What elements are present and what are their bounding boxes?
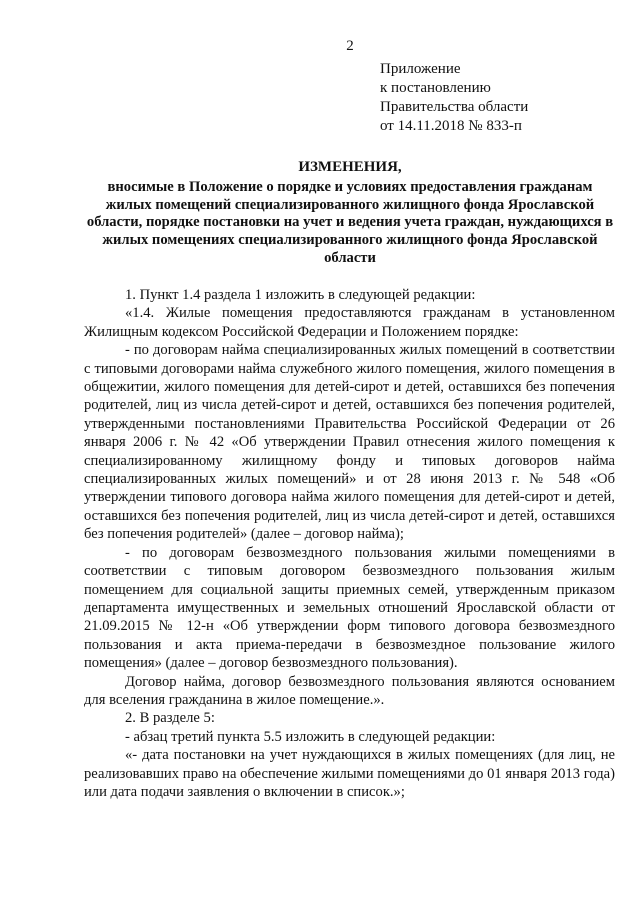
title-heading: ИЗМЕНЕНИЯ, (298, 159, 402, 175)
document-title (84, 159, 616, 268)
page-number: 2 (346, 38, 354, 54)
document-body (84, 286, 615, 801)
paragraph-6: 2. В разделе 5: (125, 710, 215, 727)
paragraph-1: 1. Пункт 1.4 раздела 1 изложить в следующей редакции: (125, 287, 476, 303)
paragraph-5: Договор найма, договор безвозмездного пользования являются основанием для вселения гражданина в жилое помещение.». (84, 673, 615, 708)
paragraph-7: - абзац третий пункта 5.5 изложить в следующей редакции: (125, 728, 496, 745)
paragraph-8: «- дата постановки на учет нуждающихся в жилых помещениях (для лиц, не реализовавших право на обеспечение жилыми помещениями до 01 января 2013 года) или дата подачи заявления о включении в список.»; (84, 747, 615, 800)
paragraph-2: «1.4. Жилые помещения предоставляются гражданам в установленном Жилищным кодексом Российской Федерации и Положением порядке: (84, 305, 615, 340)
appendix-line-3: Правительства области (380, 99, 529, 115)
appendix-line-1: Приложение (380, 61, 461, 77)
appendix-line-4: от 14.11.2018 № 833-п (380, 118, 522, 134)
paragraph-4: - по договорам безвозмездного пользования жилыми помещениями в соответствии с типовым договором безвозмездного пользования жилым помещением для социальной защиты приемных семей, утвержденным приказом департамента имущественных и земельных отношений Ярославской области от 21.09.2015 № 12-н «Об утверждении форм типового договора безвозмездного пользования и акта приема-передачи в безвозмездное пользование жилого помещения» (далее – договор безвозмездного пользования). (84, 544, 615, 672)
appendix-block (380, 60, 528, 136)
appendix-line-2: к постановлению (380, 80, 491, 96)
paragraph-3: - по договорам найма специализированных жилых помещений в соответствии с типовыми договорами найма служебного жилого помещения, жилого помещения в общежитии, жилого помещения для детей-сирот и детей, оставшихся без попечения родителей, лиц из числа детей-сирот и детей, оставшихся без попечения родителей, утвержденными постановлениями Правительства Российской Федерации от 26 января 2006 г. № 42 «Об утверждении Правил отнесения жилого помещения к специализированному жилищному фонду и типовых договоров найма специализированных жилых помещений» и от 28 июня 2013 г. № 548 «Об утверждении типового договора найма жилого помещения для детей-сирот и детей, оставшихся без попечения родителей, лиц из числа детей-сирот и детей, оставшихся без попечения родителей» (далее – договор найма); (84, 342, 615, 543)
title-subtitle: вносимые в Положение о порядке и условиях предоставления гражданам жилых помещений специализированного жилищного фонда Ярославской области, порядке постановки на учет и ведения учета граждан, нуждающихся в жилых помещениях специализированного жилищного фонда Ярославской области (86, 178, 614, 266)
